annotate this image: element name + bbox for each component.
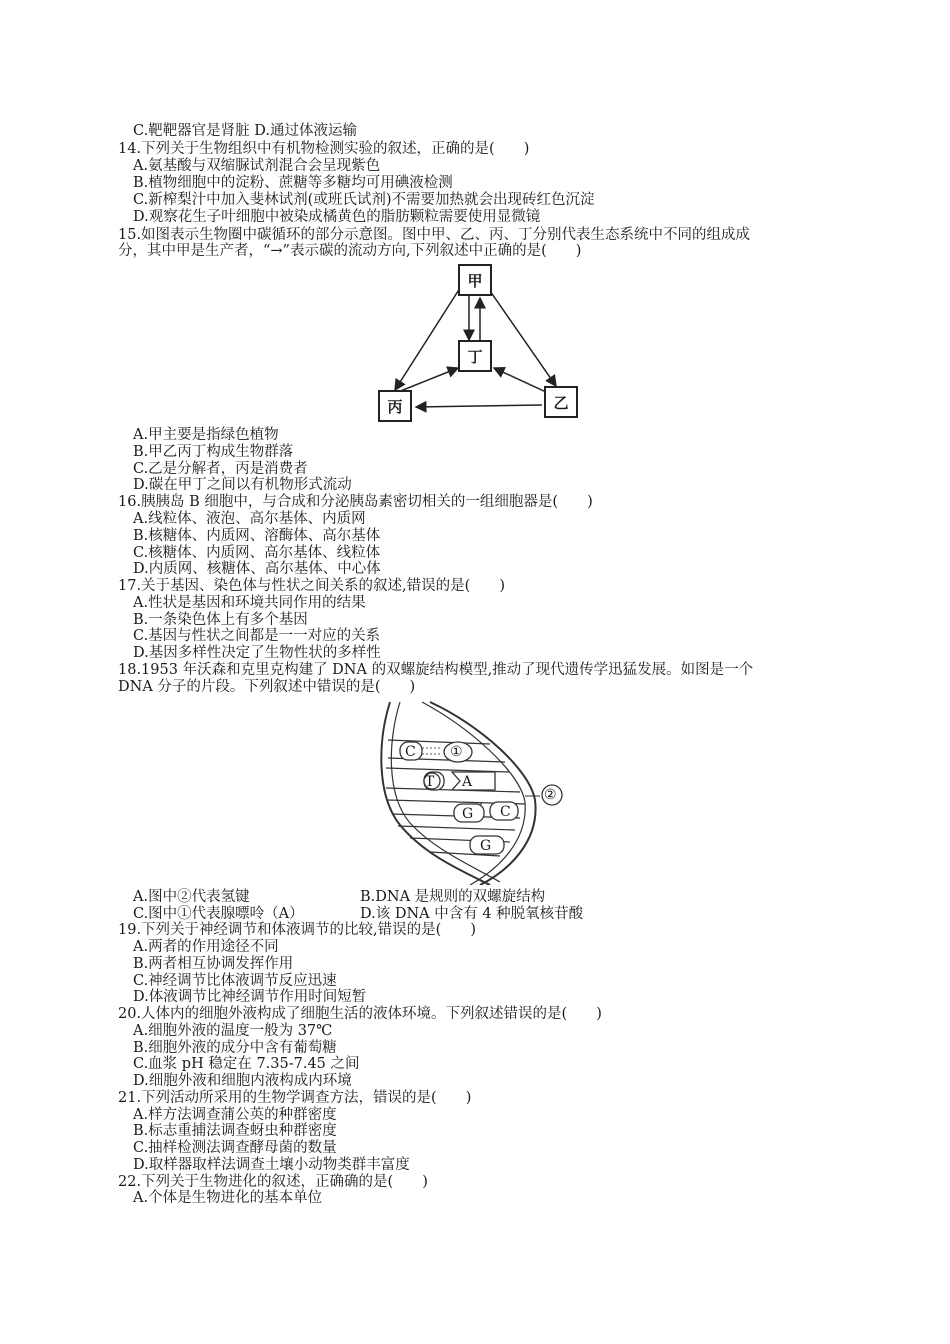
q17-stem: 17.关于基因、染色体与性状之间关系的叙述,错误的是( ) [118, 578, 505, 594]
node-ding: 丁 [458, 340, 492, 372]
q15-option-b: B.甲乙丙丁构成生物群落 [133, 444, 294, 460]
q19-option-d: D.体液调节比神经调节作用时间短暂 [133, 989, 367, 1005]
q13-option-c: C.靶靶器官是肾脏 D.通过体液运输 [133, 123, 358, 139]
q14-option-a: A.氨基酸与双缩脲试剂混合会呈现紫色 [133, 158, 381, 174]
carbon-cycle-figure [370, 262, 600, 427]
q19-option-c: C.神经调节比体液调节反应迅速 [133, 973, 337, 989]
node-yi: 乙 [544, 386, 578, 418]
q17-option-a: A.性状是基因和环境共同作用的结果 [133, 595, 366, 611]
q21-stem: 21.下列活动所采用的生物学调查方法，错误的是( ) [118, 1090, 472, 1106]
base-g-1: G [462, 806, 474, 822]
q18-stem: 18.1953 年沃森和克里克构建了 DNA 的双螺旋结构模型,推动了现代遗传学迅猛发展。如图是一个 [118, 662, 754, 678]
q22-option-a: A.个体是生物进化的基本单位 [133, 1190, 323, 1206]
q17-option-c: C.基因与性状之间都是一一对应的关系 [133, 628, 381, 644]
q19-option-b: B.两者相互协调发挥作用 [133, 956, 294, 972]
q22-stem: 22.下列关于生物进化的叙述，正确确的是( ) [118, 1174, 428, 1190]
q16-option-a: A.线粒体、液泡、高尔基体、内质网 [133, 511, 366, 527]
q16-stem: 16.胰胰岛 B 细胞中，与合成和分泌胰岛素密切相关的一组细胞器是( ) [118, 494, 593, 510]
q21-option-a: A.样方法调查蒲公英的种群密度 [133, 1107, 337, 1123]
q16-option-d: D.内质网、核糖体、高尔基体、中心体 [133, 561, 381, 577]
q21-option-c: C.抽样检测法调查酵母菌的数量 [133, 1140, 337, 1156]
q19-stem: 19.下列关于神经调节和体液调节的比较,错误的是( ) [118, 922, 476, 938]
q18-option-d: D.该 DNA 中含有 4 种脱氧核苷酸 [360, 906, 584, 922]
q14-option-d: D.观察花生子叶细胞中被染成橘黄色的脂肪颗粒需要使用显微镜 [133, 209, 541, 225]
q16-option-b: B.核糖体、内质网、溶酶体、高尔基体 [133, 528, 381, 544]
q20-option-c: C.血浆 pH 稳定在 7.35-7.45 之间 [133, 1056, 360, 1072]
q21-option-d: D.取样器取样法调查土壤小动物类群丰富度 [133, 1157, 410, 1173]
node-bing: 丙 [378, 390, 412, 422]
q20-option-d: D.细胞外液和细胞内液构成内环境 [133, 1073, 352, 1089]
label-1: ① [450, 744, 463, 760]
q17-option-d: D.基因多样性决定了生物性状的多样性 [133, 645, 381, 661]
q14-stem: 14.下列关于生物组织中有机物检测实验的叙述，正确的是( ) [118, 141, 530, 157]
q17-option-b: B.一条染色体上有多个基因 [133, 612, 308, 628]
q15-stem: 15.如图表示生物圈中碳循环的部分示意图。图中甲、乙、丙、丁分别代表生态系统中不同的组成成 [118, 227, 751, 243]
q18-stem-cont: DNA 分子的片段。下列叙述中错误的是( ) [118, 679, 416, 695]
q15-stem-cont: 分，其中甲是生产者，“→”表示碳的流动方向,下列叙述中正确的是( ) [118, 243, 582, 259]
q14-option-c: C.新榨梨汁中加入斐林试剂(或班氏试剂)不需要加热就会出现砖红色沉淀 [133, 192, 595, 208]
q15-option-d: D.碳在甲丁之间以有机物形式流动 [133, 477, 352, 493]
q19-option-a: A.两者的作用途径不同 [133, 939, 279, 955]
q18-option-c: C.图中①代表腺嘌呤（A） [133, 906, 304, 922]
q14-option-b: B.植物细胞中的淀粉、蔗糖等多糖均可用碘液检测 [133, 175, 453, 191]
q20-stem: 20.人体内的细胞外液构成了细胞生活的液体环境。下列叙述错误的是( ) [118, 1006, 602, 1022]
base-c-2: C [500, 804, 511, 820]
base-t: T [425, 774, 435, 790]
q21-option-b: B.标志重捕法调查蚜虫种群密度 [133, 1123, 337, 1139]
q15-option-c: C.乙是分解者，丙是消费者 [133, 461, 308, 477]
label-2: ② [544, 787, 557, 803]
node-jia: 甲 [458, 264, 492, 296]
base-g-2: G [480, 838, 492, 854]
q18-option-a: A.图中②代表氢键 [133, 889, 250, 905]
q20-option-b: B.细胞外液的成分中含有葡萄糖 [133, 1040, 337, 1056]
q18-option-b: B.DNA 是规则的双螺旋结构 [360, 889, 546, 905]
dna-figure [370, 700, 585, 885]
base-c-1: C [405, 744, 416, 760]
q20-option-a: A.细胞外液的温度一般为 37℃ [133, 1023, 333, 1039]
q15-option-a: A.甲主要是指绿色植物 [133, 427, 279, 443]
base-a: A [462, 774, 473, 790]
q16-option-c: C.核糖体、内质网、高尔基体、线粒体 [133, 545, 381, 561]
